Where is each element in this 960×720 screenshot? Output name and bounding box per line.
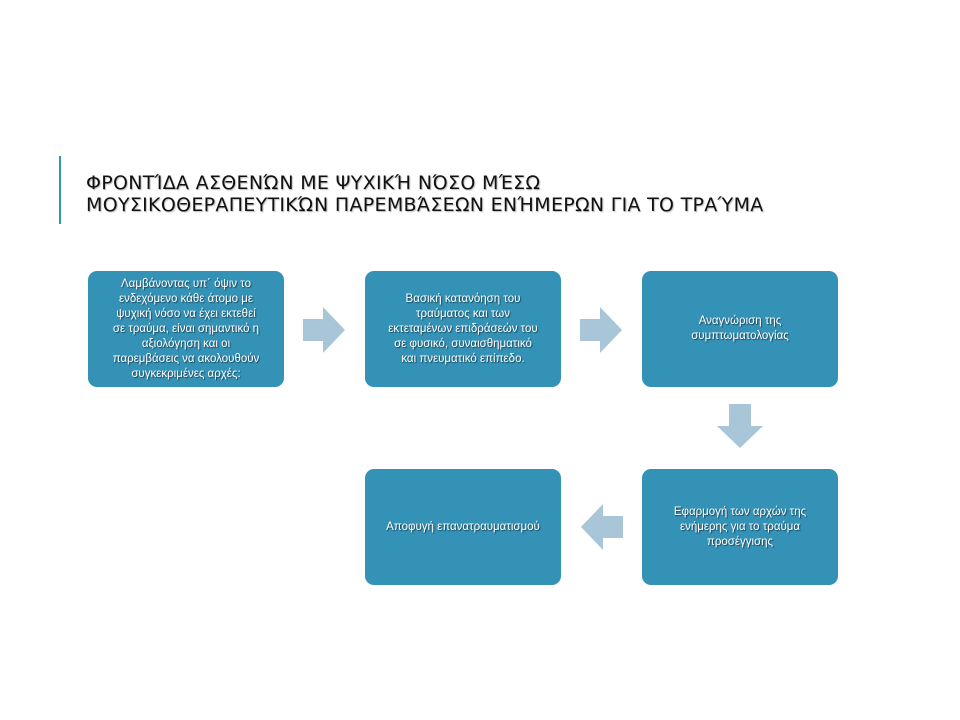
- title-accent-bar: [59, 156, 61, 224]
- arrow-right-shape: [580, 307, 622, 353]
- slide-title: [86, 172, 906, 216]
- process-step-5-text: Αποφυγή επανατραυματισμού: [386, 520, 540, 533]
- process-step-2-text: Βασική κατανόηση του τραύματος και των εκτεταμένων επιδράσεών του σε φυσικό, συναισθηματικό και πνευματικό επίπεδο.: [388, 292, 538, 365]
- slide-title-line-1: ΦΡΟΝΤΊΔΑ ΑΣΘΕΝΏΝ ΜΕ ΨΥΧΙΚΉ ΝΌΣΟ ΜΈΣΩ: [86, 172, 541, 194]
- arrow-right-shape: [303, 307, 345, 353]
- process-step-4: [642, 469, 838, 585]
- slide-title-line-2: ΜΟΥΣΙΚΟΘΕΡΑΠΕΥΤΙΚΏΝ ΠΑΡΕΜΒΆΣΕΩΝ ΕΝΉΜΕΡΩΝ ΓΙΑ ΤΟ ΤΡΑΎΜΑ: [86, 194, 764, 216]
- process-step-3-text: Αναγνώριση της συμπτωματολογίας: [691, 315, 789, 342]
- arrow-left-shape: [581, 504, 623, 550]
- process-step-4-text: Εφαρμογή των αρχών της ενήμερης για το τραύμα προσέγγισης: [673, 505, 807, 548]
- arrow-left-icon: [581, 504, 623, 550]
- arrow-down-shape: [717, 404, 763, 448]
- arrow-down-icon: [717, 404, 763, 448]
- arrow-right-icon: [580, 307, 622, 353]
- process-step-5: [365, 469, 561, 585]
- process-step-1: [88, 271, 284, 387]
- arrow-right-icon: [303, 307, 345, 353]
- process-step-1-text: Λαμβάνοντας υπ΄ όψιν το ενδεχόμενο κάθε άτομο με ψυχική νόσο να έχει εκτεθεί σε τραύμα, είναι σημαντικό η αξιολόγηση και οι παρεμβάσεις να ακολουθούν συγκεκριμένες αρχές:: [112, 277, 260, 380]
- process-step-3: [642, 271, 838, 387]
- process-step-2: [365, 271, 561, 387]
